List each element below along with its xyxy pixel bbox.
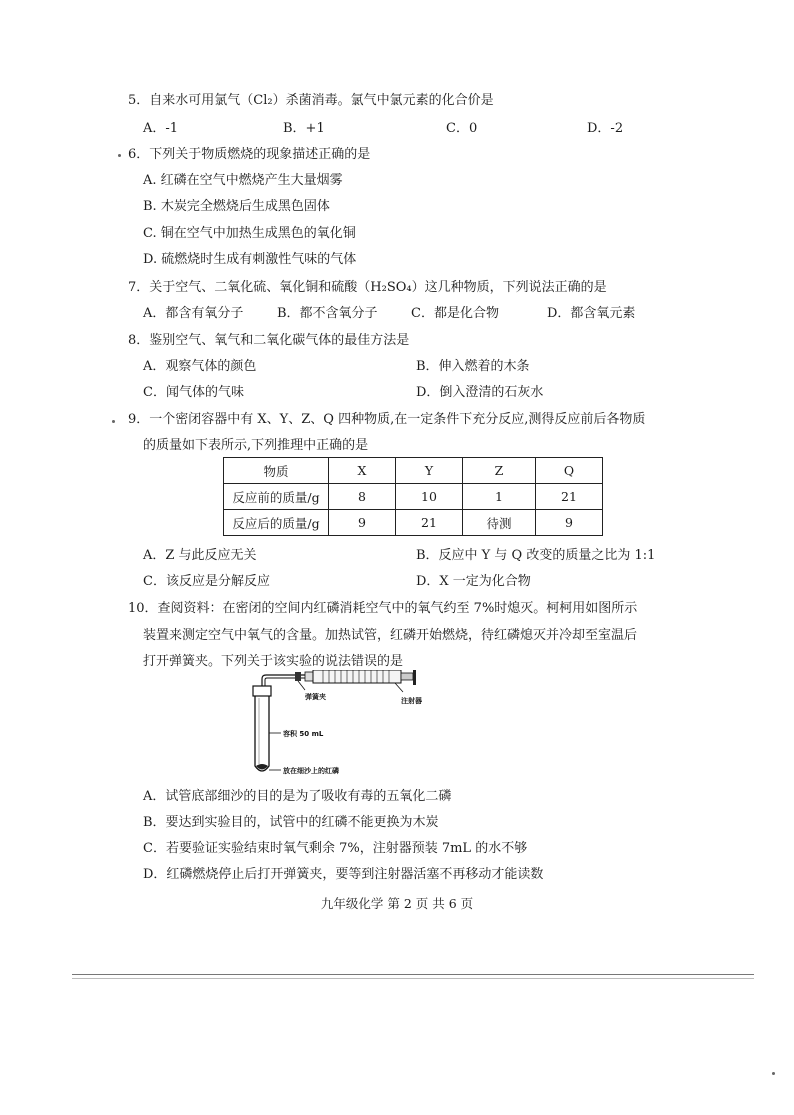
table-header-cell: Y xyxy=(396,458,463,484)
table-cell: 8 xyxy=(329,484,396,510)
q7-option-b: B．都不含氧分子 xyxy=(277,306,378,321)
table-cell: 待测 xyxy=(463,510,536,536)
q6-option-b: B. 木炭完全燃烧后生成黑色固体 xyxy=(143,199,330,214)
q5-stem: 5．自来水可用氯气（Cl₂）杀菌消毒。氯气中氯元素的化合价是 xyxy=(128,93,494,108)
clamp-label: 弹簧夹 xyxy=(305,693,326,701)
q6-option-c: C. 铜在空气中加热生成黑色的氧化铜 xyxy=(143,226,356,241)
q6-stem: 6．下列关于物质燃烧的现象描述正确的是 xyxy=(128,147,371,162)
q9-option-c: C．该反应是分解反应 xyxy=(143,574,270,589)
scan-divider-line-faint xyxy=(72,978,754,979)
table-header-cell: Z xyxy=(463,458,536,484)
q9-option-a: A．Z 与此反应无关 xyxy=(143,548,257,563)
q8-option-a: A．观察气体的颜色 xyxy=(143,359,257,374)
syringe xyxy=(305,670,416,692)
q7-option-a: A．都含有氧分子 xyxy=(143,306,244,321)
phosphorus-label: 放在细沙上的红磷 xyxy=(283,767,339,775)
q10-option-b: B．要达到实验目的，试管中的红磷不能更换为木炭 xyxy=(143,815,439,830)
q10-stem-line-1: 10．查阅资料：在密闭的空间内红磷消耗空气中的氧气约至 7%时熄灭。柯柯用如图所示 xyxy=(128,601,638,616)
table-cell: 9 xyxy=(536,510,603,536)
q8-option-d: D．倒入澄清的石灰水 xyxy=(416,385,544,400)
q7-option-d: D．都含氧元素 xyxy=(547,306,636,321)
scan-speck xyxy=(118,154,121,157)
table-header-cell: X xyxy=(329,458,396,484)
q9-stem-line-1: 9．一个密闭容器中有 X、Y、Z、Q 四种物质,在一定条件下充分反应,测得反应前后各物质 xyxy=(128,412,646,427)
scan-speck xyxy=(112,420,115,423)
q9-option-d: D．X 一定为化合物 xyxy=(416,574,531,589)
q10-stem-line-3: 打开弹簧夹。下列关于该实验的说法错误的是 xyxy=(143,654,404,669)
table-cell: 10 xyxy=(396,484,463,510)
q9-stem-line-2: 的质量如下表所示,下列推理中正确的是 xyxy=(143,438,369,453)
q10-stem-line-2: 装置来测定空气中氧气的含量。加热试管，红磷开始燃烧，待红磷熄灭并冷却至室温后 xyxy=(143,628,638,643)
scan-speck xyxy=(772,1072,775,1075)
table-cell: 21 xyxy=(396,510,463,536)
q7-stem: 7．关于空气、二氧化硫、氧化铜和硫酸（H₂SO₄）这几种物质，下列说法正确的是 xyxy=(128,280,607,295)
q8-option-c: C．闻气体的气味 xyxy=(143,385,244,400)
q8-option-b: B．伸入燃着的木条 xyxy=(416,359,530,374)
q9-option-b: B．反应中 Y 与 Q 改变的质量之比为 1:1 xyxy=(416,548,656,563)
table-header-cell: Q xyxy=(536,458,603,484)
table-cell: 9 xyxy=(329,510,396,536)
q10-option-c: C．若要验证实验结束时氧气剩余 7%，注射器预装 7mL 的水不够 xyxy=(143,841,528,856)
q5-option-b: B．+1 xyxy=(283,121,325,136)
q5-option-c: C．0 xyxy=(446,121,478,136)
table-row xyxy=(224,510,603,536)
q7-option-c: C．都是化合物 xyxy=(411,306,499,321)
q10-option-d: D．红磷燃烧停止后打开弹簧夹，要等到注射器活塞不再移动才能读数 xyxy=(143,867,544,882)
table-header-row xyxy=(224,458,603,484)
q5-option-d: D．-2 xyxy=(587,121,624,136)
table-cell: 1 xyxy=(463,484,536,510)
table-row xyxy=(224,484,603,510)
table-cell: 21 xyxy=(536,484,603,510)
experiment-apparatus-figure xyxy=(245,670,445,780)
volume-label: 容积 50 mL xyxy=(283,730,324,738)
page-footer: 九年级化学 第 2 页 共 6 页 xyxy=(320,896,474,911)
q9-mass-table xyxy=(223,457,603,536)
q6-option-d: D. 硫燃烧时生成有刺激性气味的气体 xyxy=(143,252,357,267)
q6-option-a: A. 红磷在空气中燃烧产生大量烟雾 xyxy=(143,173,343,188)
q10-option-a: A．试管底部细沙的目的是为了吸收有毒的五氧化二磷 xyxy=(143,789,452,804)
table-cell: 反应后的质量/g xyxy=(224,510,329,536)
q8-stem: 8．鉴别空气、氧气和二氧化碳气体的最佳方法是 xyxy=(128,333,410,348)
scan-divider-line xyxy=(72,974,754,975)
q5-option-a: A．-1 xyxy=(143,121,179,136)
syringe-label: 注射器 xyxy=(401,697,422,705)
table-header-cell: 物质 xyxy=(224,458,329,484)
test-tube xyxy=(253,686,271,771)
table-cell: 反应前的质量/g xyxy=(224,484,329,510)
